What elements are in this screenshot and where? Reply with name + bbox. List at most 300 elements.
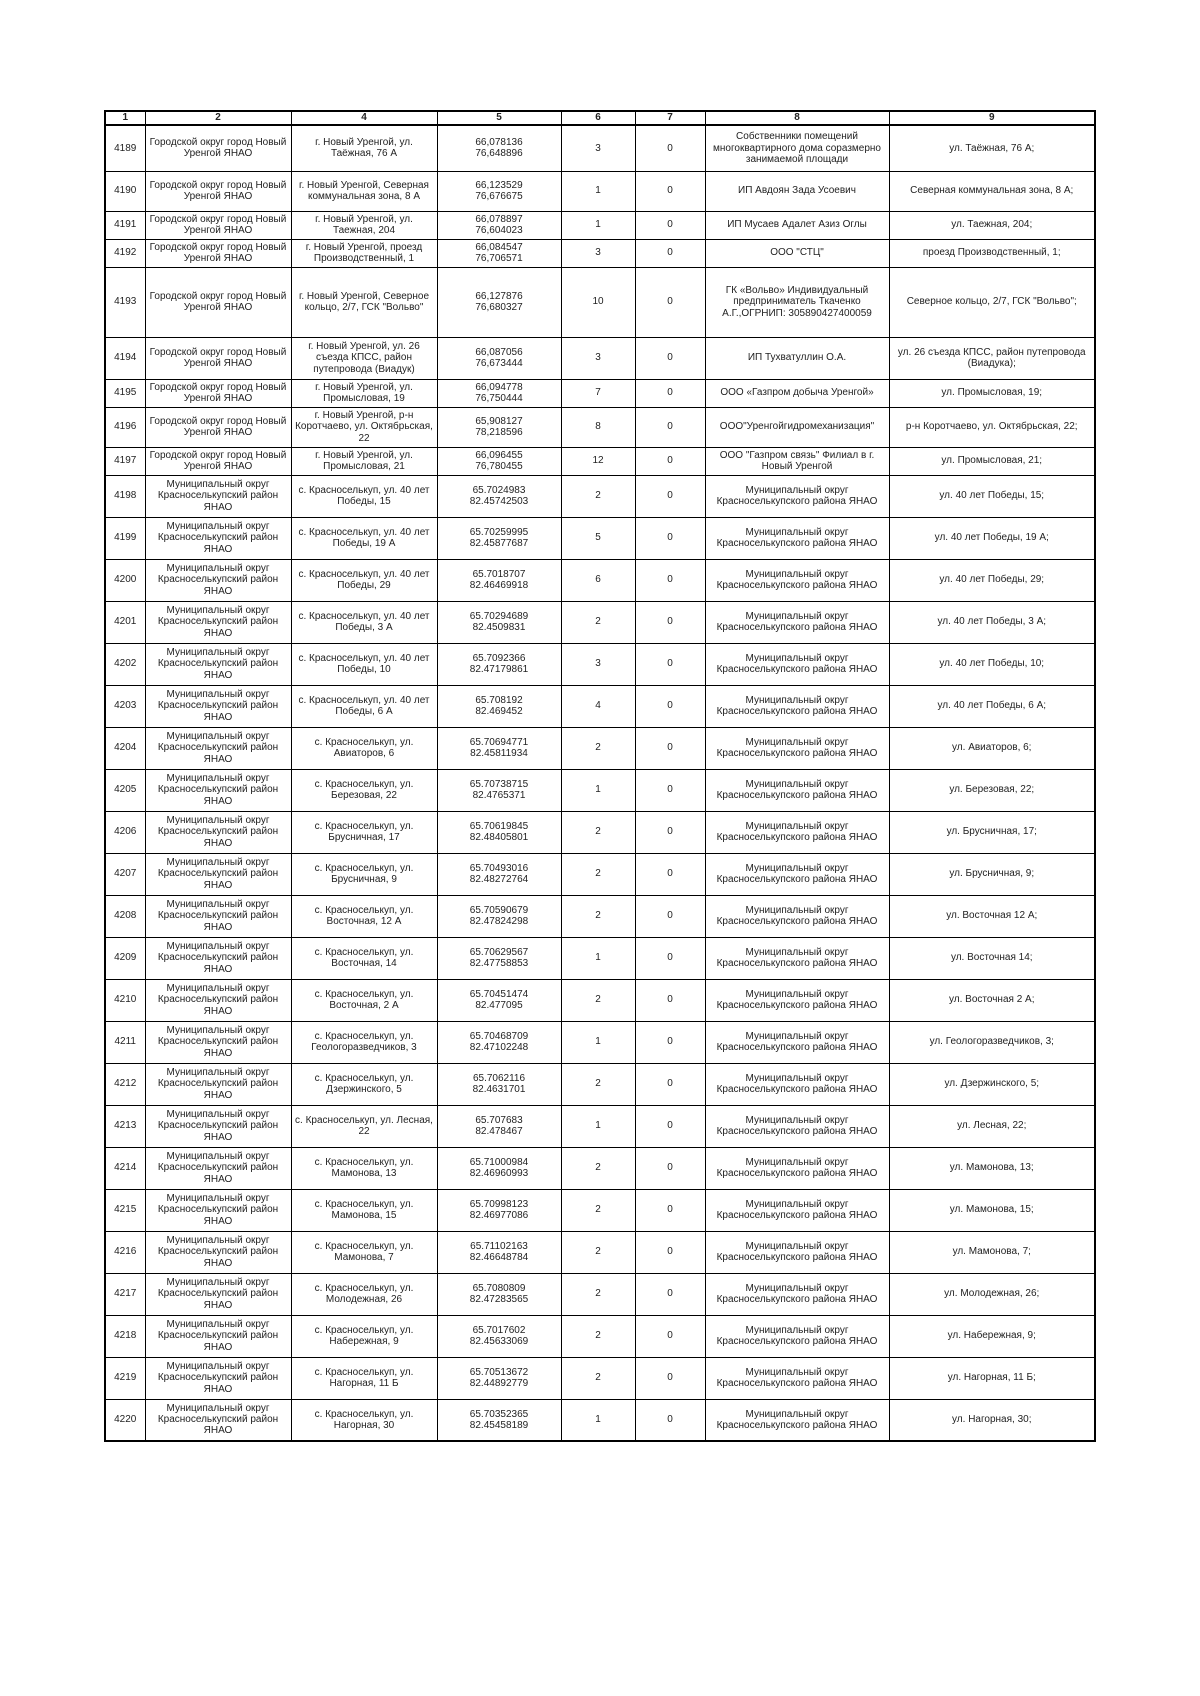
municipality-cell: Муниципальный округ Красноселькупский район ЯНАО — [145, 1105, 291, 1147]
coordinates-cell: 65.7080809 82.47283565 — [437, 1273, 561, 1315]
coordinates-cell: 66,078136 76,648896 — [437, 125, 561, 171]
address-cell: г. Новый Уренгой, Северное кольцо, 2/7, ГСК "Вольво" — [291, 267, 437, 337]
column-7-cell: 0 — [635, 1399, 705, 1441]
location-cell: ул. Мамонова, 7; — [889, 1231, 1095, 1273]
municipality-cell: Муниципальный округ Красноселькупский район ЯНАО — [145, 769, 291, 811]
column-6-cell: 2 — [561, 811, 635, 853]
table-row — [105, 1273, 1095, 1315]
municipality-cell: Городской округ город Новый Уренгой ЯНАО — [145, 171, 291, 211]
owner-cell: Муниципальный округ Красноселькупского района ЯНАО — [705, 727, 889, 769]
municipality-cell: Городской округ город Новый Уренгой ЯНАО — [145, 379, 291, 407]
municipality-cell: Муниципальный округ Красноселькупский район ЯНАО — [145, 1399, 291, 1441]
row-number-cell: 4194 — [105, 337, 145, 379]
column-header: 7 — [635, 111, 705, 125]
column-6-cell: 8 — [561, 407, 635, 447]
coordinates-cell: 65.71102163 82.46648784 — [437, 1231, 561, 1273]
owner-cell: Муниципальный округ Красноселькупского района ЯНАО — [705, 1273, 889, 1315]
coordinates-cell: 65.7024983 82.45742503 — [437, 475, 561, 517]
row-number-cell: 4193 — [105, 267, 145, 337]
municipality-cell: Муниципальный округ Красноселькупский район ЯНАО — [145, 727, 291, 769]
coordinates-cell: 65.70590679 82.47824298 — [437, 895, 561, 937]
location-cell: ул. Мамонова, 13; — [889, 1147, 1095, 1189]
row-number-cell: 4190 — [105, 171, 145, 211]
owner-cell: Муниципальный округ Красноселькупского района ЯНАО — [705, 559, 889, 601]
column-6-cell: 10 — [561, 267, 635, 337]
location-cell: ул. Березовая, 22; — [889, 769, 1095, 811]
column-6-cell: 3 — [561, 125, 635, 171]
column-7-cell: 0 — [635, 337, 705, 379]
address-cell: с. Красноселькуп, ул. Молодежная, 26 — [291, 1273, 437, 1315]
location-cell: ул. Нагорная, 11 Б; — [889, 1357, 1095, 1399]
column-7-cell: 0 — [635, 601, 705, 643]
column-6-cell: 2 — [561, 475, 635, 517]
address-cell: с. Красноселькуп, ул. 40 лет Победы, 19 А — [291, 517, 437, 559]
owner-cell: ООО "СТЦ" — [705, 239, 889, 267]
owner-cell: Муниципальный округ Красноселькупского района ЯНАО — [705, 1147, 889, 1189]
owner-cell: Муниципальный округ Красноселькупского района ЯНАО — [705, 979, 889, 1021]
owner-cell: Муниципальный округ Красноселькупского района ЯНАО — [705, 1357, 889, 1399]
column-6-cell: 2 — [561, 601, 635, 643]
table-row — [105, 1147, 1095, 1189]
address-cell: с. Красноселькуп, ул. 40 лет Победы, 3 А — [291, 601, 437, 643]
column-header: 8 — [705, 111, 889, 125]
municipality-cell: Муниципальный округ Красноселькупский район ЯНАО — [145, 1189, 291, 1231]
municipality-cell: Муниципальный округ Красноселькупский район ЯНАО — [145, 1231, 291, 1273]
row-number-cell: 4216 — [105, 1231, 145, 1273]
coordinates-cell: 65.70694771 82.45811934 — [437, 727, 561, 769]
column-7-cell: 0 — [635, 559, 705, 601]
municipality-cell: Муниципальный округ Красноселькупский район ЯНАО — [145, 811, 291, 853]
coordinates-cell: 65.70998123 82.46977086 — [437, 1189, 561, 1231]
coordinates-cell: 66,084547 76,706571 — [437, 239, 561, 267]
location-cell: ул. Набережная, 9; — [889, 1315, 1095, 1357]
column-header: 6 — [561, 111, 635, 125]
table-row — [105, 1231, 1095, 1273]
coordinates-cell: 65.70294689 82.4509831 — [437, 601, 561, 643]
column-6-cell: 3 — [561, 337, 635, 379]
municipality-cell: Муниципальный округ Красноселькупский район ЯНАО — [145, 643, 291, 685]
row-number-cell: 4196 — [105, 407, 145, 447]
owner-cell: Муниципальный округ Красноселькупского района ЯНАО — [705, 1399, 889, 1441]
row-number-cell: 4219 — [105, 1357, 145, 1399]
column-6-cell: 1 — [561, 171, 635, 211]
address-cell: с. Красноселькуп, ул. 40 лет Победы, 10 — [291, 643, 437, 685]
municipality-cell: Муниципальный округ Красноселькупский район ЯНАО — [145, 895, 291, 937]
coordinates-cell: 65.708192 82.469452 — [437, 685, 561, 727]
owner-cell: ООО «Газпром добыча Уренгой» — [705, 379, 889, 407]
row-number-cell: 4208 — [105, 895, 145, 937]
coordinates-cell: 65.70738715 82.4765371 — [437, 769, 561, 811]
column-7-cell: 0 — [635, 475, 705, 517]
municipality-cell: Муниципальный округ Красноселькупский район ЯНАО — [145, 517, 291, 559]
table-row — [105, 937, 1095, 979]
address-cell: г. Новый Уренгой, проезд Производственный, 1 — [291, 239, 437, 267]
location-cell: ул. Мамонова, 15; — [889, 1189, 1095, 1231]
location-cell: ул. Восточная 14; — [889, 937, 1095, 979]
coordinates-cell: 66,087056 76,673444 — [437, 337, 561, 379]
address-cell: с. Красноселькуп, ул. Нагорная, 11 Б — [291, 1357, 437, 1399]
municipality-cell: Городской округ город Новый Уренгой ЯНАО — [145, 267, 291, 337]
column-7-cell: 0 — [635, 239, 705, 267]
location-cell: ул. Нагорная, 30; — [889, 1399, 1095, 1441]
municipality-cell: Муниципальный округ Красноселькупский район ЯНАО — [145, 1357, 291, 1399]
row-number-cell: 4213 — [105, 1105, 145, 1147]
table-row — [105, 1189, 1095, 1231]
address-cell: с. Красноселькуп, ул. Брусничная, 17 — [291, 811, 437, 853]
coordinates-cell: 66,127876 76,680327 — [437, 267, 561, 337]
column-7-cell: 0 — [635, 979, 705, 1021]
row-number-cell: 4212 — [105, 1063, 145, 1105]
column-6-cell: 2 — [561, 1147, 635, 1189]
coordinates-cell: 65.70629567 82.47758853 — [437, 937, 561, 979]
row-number-cell: 4189 — [105, 125, 145, 171]
address-cell: с. Красноселькуп, ул. Мамонова, 15 — [291, 1189, 437, 1231]
row-number-cell: 4203 — [105, 685, 145, 727]
row-number-cell: 4209 — [105, 937, 145, 979]
coordinates-cell: 65.70619845 82.48405801 — [437, 811, 561, 853]
address-cell: с. Красноселькуп, ул. Восточная, 12 А — [291, 895, 437, 937]
table-row — [105, 1105, 1095, 1147]
coordinates-cell: 65.71000984 82.46960993 — [437, 1147, 561, 1189]
column-6-cell: 1 — [561, 1021, 635, 1063]
address-cell: с. Красноселькуп, ул. Восточная, 2 А — [291, 979, 437, 1021]
table-body — [105, 125, 1095, 1441]
column-7-cell: 0 — [635, 171, 705, 211]
row-number-cell: 4211 — [105, 1021, 145, 1063]
column-7-cell: 0 — [635, 1147, 705, 1189]
location-cell: ул. 40 лет Победы, 29; — [889, 559, 1095, 601]
row-number-cell: 4207 — [105, 853, 145, 895]
column-7-cell: 0 — [635, 211, 705, 239]
address-cell: с. Красноселькуп, ул. Лесная, 22 — [291, 1105, 437, 1147]
owner-cell: Муниципальный округ Красноселькупского района ЯНАО — [705, 895, 889, 937]
row-number-cell: 4204 — [105, 727, 145, 769]
column-6-cell: 7 — [561, 379, 635, 407]
location-cell: ул. 40 лет Победы, 19 А; — [889, 517, 1095, 559]
table-row — [105, 337, 1095, 379]
address-cell: с. Красноселькуп, ул. Восточная, 14 — [291, 937, 437, 979]
owner-cell: Муниципальный округ Красноселькупского района ЯНАО — [705, 601, 889, 643]
table-row — [105, 517, 1095, 559]
row-number-cell: 4202 — [105, 643, 145, 685]
municipality-cell: Муниципальный округ Красноселькупский район ЯНАО — [145, 1147, 291, 1189]
column-7-cell: 0 — [635, 811, 705, 853]
column-header: 9 — [889, 111, 1095, 125]
location-cell: Северное кольцо, 2/7, ГСК "Вольво"; — [889, 267, 1095, 337]
column-7-cell: 0 — [635, 379, 705, 407]
column-7-cell: 0 — [635, 1105, 705, 1147]
address-cell: с. Красноселькуп, ул. 40 лет Победы, 29 — [291, 559, 437, 601]
location-cell: Северная коммунальная зона, 8 А; — [889, 171, 1095, 211]
owner-cell: Муниципальный округ Красноселькупского района ЯНАО — [705, 1105, 889, 1147]
table-row — [105, 979, 1095, 1021]
column-7-cell: 0 — [635, 1315, 705, 1357]
address-cell: г. Новый Уренгой, Северная коммунальная зона, 8 А — [291, 171, 437, 211]
column-6-cell: 2 — [561, 1357, 635, 1399]
owner-cell: Муниципальный округ Красноселькупского района ЯНАО — [705, 937, 889, 979]
column-6-cell: 2 — [561, 895, 635, 937]
municipality-cell: Муниципальный округ Красноселькупский район ЯНАО — [145, 853, 291, 895]
table-row — [105, 171, 1095, 211]
address-cell: г. Новый Уренгой, ул. 26 съезда КПСС, район путепровода (Виадук) — [291, 337, 437, 379]
coordinates-cell: 65.7062116 82.4631701 — [437, 1063, 561, 1105]
column-6-cell: 1 — [561, 211, 635, 239]
owner-cell: ИП Авдоян Зада Усоевич — [705, 171, 889, 211]
table-row — [105, 769, 1095, 811]
row-number-cell: 4199 — [105, 517, 145, 559]
municipality-cell: Муниципальный округ Красноселькупский район ЯНАО — [145, 685, 291, 727]
row-number-cell: 4220 — [105, 1399, 145, 1441]
address-cell: с. Красноселькуп, ул. Нагорная, 30 — [291, 1399, 437, 1441]
location-cell: ул. 40 лет Победы, 10; — [889, 643, 1095, 685]
row-number-cell: 4191 — [105, 211, 145, 239]
row-number-cell: 4210 — [105, 979, 145, 1021]
address-cell: с. Красноселькуп, ул. 40 лет Победы, 15 — [291, 475, 437, 517]
address-cell: г. Новый Уренгой, ул. Промысловая, 21 — [291, 447, 437, 475]
location-cell: ул. Таежная, 204; — [889, 211, 1095, 239]
row-number-cell: 4217 — [105, 1273, 145, 1315]
table-row — [105, 853, 1095, 895]
municipality-cell: Городской округ город Новый Уренгой ЯНАО — [145, 447, 291, 475]
municipality-cell: Городской округ город Новый Уренгой ЯНАО — [145, 407, 291, 447]
coordinates-cell: 66,094778 76,750444 — [437, 379, 561, 407]
table-row — [105, 379, 1095, 407]
table-row — [105, 559, 1095, 601]
registry-table — [104, 110, 1096, 1442]
column-7-cell: 0 — [635, 447, 705, 475]
column-7-cell: 0 — [635, 1273, 705, 1315]
address-cell: г. Новый Уренгой, ул. Промысловая, 19 — [291, 379, 437, 407]
coordinates-cell: 65,908127 78,218596 — [437, 407, 561, 447]
owner-cell: ООО "Газпром связь" Филиал в г. Новый Уренгой — [705, 447, 889, 475]
address-cell: с. Красноселькуп, ул. Мамонова, 13 — [291, 1147, 437, 1189]
location-cell: ул. Восточная 12 А; — [889, 895, 1095, 937]
location-cell: р-н Коротчаево, ул. Октябрьская, 22; — [889, 407, 1095, 447]
location-cell: ул. Лесная, 22; — [889, 1105, 1095, 1147]
owner-cell: Муниципальный округ Красноселькупского района ЯНАО — [705, 475, 889, 517]
column-6-cell: 2 — [561, 1063, 635, 1105]
municipality-cell: Муниципальный округ Красноселькупский район ЯНАО — [145, 475, 291, 517]
address-cell: с. Красноселькуп, ул. Дзержинского, 5 — [291, 1063, 437, 1105]
location-cell: ул. Промысловая, 19; — [889, 379, 1095, 407]
coordinates-cell: 66,123529 76,676675 — [437, 171, 561, 211]
coordinates-cell: 65.70468709 82.47102248 — [437, 1021, 561, 1063]
address-cell: с. Красноселькуп, ул. Набережная, 9 — [291, 1315, 437, 1357]
column-6-cell: 2 — [561, 1273, 635, 1315]
municipality-cell: Муниципальный округ Красноселькупский район ЯНАО — [145, 1315, 291, 1357]
column-6-cell: 2 — [561, 979, 635, 1021]
address-cell: с. Красноселькуп, ул. Мамонова, 7 — [291, 1231, 437, 1273]
coordinates-cell: 65.70259995 82.45877687 — [437, 517, 561, 559]
owner-cell: Муниципальный округ Красноселькупского района ЯНАО — [705, 1231, 889, 1273]
coordinates-cell: 65.707683 82.478467 — [437, 1105, 561, 1147]
coordinates-cell: 65.70352365 82.45458189 — [437, 1399, 561, 1441]
location-cell: ул. 40 лет Победы, 6 А; — [889, 685, 1095, 727]
column-7-cell: 0 — [635, 1063, 705, 1105]
column-7-cell: 0 — [635, 517, 705, 559]
column-7-cell: 0 — [635, 125, 705, 171]
column-6-cell: 2 — [561, 853, 635, 895]
location-cell: ул. Молодежная, 26; — [889, 1273, 1095, 1315]
column-7-cell: 0 — [635, 685, 705, 727]
owner-cell: Муниципальный округ Красноселькупского района ЯНАО — [705, 1315, 889, 1357]
coordinates-cell: 65.70451474 82.477095 — [437, 979, 561, 1021]
municipality-cell: Муниципальный округ Красноселькупский район ЯНАО — [145, 601, 291, 643]
table-row — [105, 1315, 1095, 1357]
column-6-cell: 12 — [561, 447, 635, 475]
row-number-cell: 4206 — [105, 811, 145, 853]
address-cell: с. Красноселькуп, ул. Авиаторов, 6 — [291, 727, 437, 769]
table-row — [105, 601, 1095, 643]
municipality-cell: Муниципальный округ Красноселькупский район ЯНАО — [145, 559, 291, 601]
table-row — [105, 643, 1095, 685]
column-7-cell: 0 — [635, 853, 705, 895]
table-row — [105, 1063, 1095, 1105]
coordinates-cell: 65.7018707 82.46469918 — [437, 559, 561, 601]
municipality-cell: Муниципальный округ Красноселькупский район ЯНАО — [145, 979, 291, 1021]
table-row — [105, 447, 1095, 475]
column-7-cell: 0 — [635, 1231, 705, 1273]
column-6-cell: 1 — [561, 937, 635, 979]
coordinates-cell: 66,078897 76,604023 — [437, 211, 561, 239]
table-row — [105, 239, 1095, 267]
owner-cell: Муниципальный округ Красноселькупского района ЯНАО — [705, 1021, 889, 1063]
location-cell: ул. Дзержинского, 5; — [889, 1063, 1095, 1105]
municipality-cell: Городской округ город Новый Уренгой ЯНАО — [145, 239, 291, 267]
owner-cell: ГК «Вольво» Индивидуальный предприниматель Ткаченко А.Г.,ОГРНИП: 305890427400059 — [705, 267, 889, 337]
municipality-cell: Муниципальный округ Красноселькупский район ЯНАО — [145, 1273, 291, 1315]
owner-cell: Муниципальный округ Красноселькупского района ЯНАО — [705, 1189, 889, 1231]
column-6-cell: 2 — [561, 1231, 635, 1273]
location-cell: ул. Геологоразведчиков, 3; — [889, 1021, 1095, 1063]
table-row — [105, 685, 1095, 727]
address-cell: г. Новый Уренгой, ул. Таёжная, 76 А — [291, 125, 437, 171]
table-row — [105, 267, 1095, 337]
row-number-cell: 4192 — [105, 239, 145, 267]
column-6-cell: 3 — [561, 643, 635, 685]
column-7-cell: 0 — [635, 937, 705, 979]
column-6-cell: 1 — [561, 1399, 635, 1441]
owner-cell: ООО"Уренгойгидромеханизация" — [705, 407, 889, 447]
address-cell: с. Красноселькуп, ул. Березовая, 22 — [291, 769, 437, 811]
owner-cell: Муниципальный округ Красноселькупского района ЯНАО — [705, 769, 889, 811]
location-cell: ул. 26 съезда КПСС, район путепровода (Виадука); — [889, 337, 1095, 379]
column-6-cell: 6 — [561, 559, 635, 601]
coordinates-cell: 65.70493016 82.48272764 — [437, 853, 561, 895]
table-row — [105, 125, 1095, 171]
municipality-cell: Городской округ город Новый Уренгой ЯНАО — [145, 125, 291, 171]
column-header: 5 — [437, 111, 561, 125]
address-cell: г. Новый Уренгой, ул. Таежная, 204 — [291, 211, 437, 239]
row-number-cell: 4197 — [105, 447, 145, 475]
column-header: 2 — [145, 111, 291, 125]
table-row — [105, 895, 1095, 937]
table-row — [105, 811, 1095, 853]
column-6-cell: 2 — [561, 1315, 635, 1357]
column-6-cell: 1 — [561, 1105, 635, 1147]
table-row — [105, 1357, 1095, 1399]
column-6-cell: 5 — [561, 517, 635, 559]
table-row — [105, 727, 1095, 769]
column-6-cell: 2 — [561, 727, 635, 769]
coordinates-cell: 66,096455 76,780455 — [437, 447, 561, 475]
column-7-cell: 0 — [635, 1189, 705, 1231]
location-cell: ул. Промысловая, 21; — [889, 447, 1095, 475]
coordinates-cell: 65.7017602 82.45633069 — [437, 1315, 561, 1357]
owner-cell: ИП Мусаев Адалет Азиз Оглы — [705, 211, 889, 239]
column-7-cell: 0 — [635, 727, 705, 769]
address-cell: с. Красноселькуп, ул. Брусничная, 9 — [291, 853, 437, 895]
row-number-cell: 4201 — [105, 601, 145, 643]
location-cell: ул. 40 лет Победы, 15; — [889, 475, 1095, 517]
address-cell: с. Красноселькуп, ул. Геологоразведчиков, 3 — [291, 1021, 437, 1063]
row-number-cell: 4198 — [105, 475, 145, 517]
column-6-cell: 4 — [561, 685, 635, 727]
location-cell: ул. Брусничная, 9; — [889, 853, 1095, 895]
column-header: 4 — [291, 111, 437, 125]
location-cell: ул. Брусничная, 17; — [889, 811, 1095, 853]
table-row — [105, 1399, 1095, 1441]
owner-cell: Муниципальный округ Красноселькупского района ЯНАО — [705, 643, 889, 685]
owner-cell: Муниципальный округ Красноселькупского района ЯНАО — [705, 811, 889, 853]
table-row — [105, 407, 1095, 447]
row-number-cell: 4215 — [105, 1189, 145, 1231]
owner-cell: ИП Тухватуллин О.А. — [705, 337, 889, 379]
column-6-cell: 1 — [561, 769, 635, 811]
location-cell: ул. Восточная 2 А; — [889, 979, 1095, 1021]
column-header: 1 — [105, 111, 145, 125]
registry-sheet — [104, 110, 1094, 1442]
coordinates-cell: 65.70513672 82.44892779 — [437, 1357, 561, 1399]
column-6-cell: 3 — [561, 239, 635, 267]
municipality-cell: Муниципальный округ Красноселькупский район ЯНАО — [145, 1063, 291, 1105]
column-7-cell: 0 — [635, 769, 705, 811]
row-number-cell: 4200 — [105, 559, 145, 601]
address-cell: г. Новый Уренгой, р-н Коротчаево, ул. Октябрьская, 22 — [291, 407, 437, 447]
owner-cell: Муниципальный округ Красноселькупского района ЯНАО — [705, 1063, 889, 1105]
table-row — [105, 1021, 1095, 1063]
coordinates-cell: 65.7092366 82.47179861 — [437, 643, 561, 685]
row-number-cell: 4205 — [105, 769, 145, 811]
municipality-cell: Городской округ город Новый Уренгой ЯНАО — [145, 211, 291, 239]
location-cell: ул. 40 лет Победы, 3 А; — [889, 601, 1095, 643]
column-7-cell: 0 — [635, 1357, 705, 1399]
column-7-cell: 0 — [635, 643, 705, 685]
table-header — [105, 111, 1095, 125]
table-row — [105, 475, 1095, 517]
column-7-cell: 0 — [635, 1021, 705, 1063]
owner-cell: Муниципальный округ Красноселькупского района ЯНАО — [705, 853, 889, 895]
owner-cell: Муниципальный округ Красноселькупского района ЯНАО — [705, 685, 889, 727]
column-6-cell: 2 — [561, 1189, 635, 1231]
location-cell: ул. Авиаторов, 6; — [889, 727, 1095, 769]
table-row — [105, 211, 1095, 239]
owner-cell: Собственники помещений многоквартирного дома соразмерно занимаемой площади — [705, 125, 889, 171]
address-cell: с. Красноселькуп, ул. 40 лет Победы, 6 А — [291, 685, 437, 727]
location-cell: проезд Производственный, 1; — [889, 239, 1095, 267]
row-number-cell: 4214 — [105, 1147, 145, 1189]
municipality-cell: Муниципальный округ Красноселькупский район ЯНАО — [145, 1021, 291, 1063]
location-cell: ул. Таёжная, 76 А; — [889, 125, 1095, 171]
row-number-cell: 4195 — [105, 379, 145, 407]
municipality-cell: Городской округ город Новый Уренгой ЯНАО — [145, 337, 291, 379]
owner-cell: Муниципальный округ Красноселькупского района ЯНАО — [705, 517, 889, 559]
column-7-cell: 0 — [635, 895, 705, 937]
column-7-cell: 0 — [635, 407, 705, 447]
column-7-cell: 0 — [635, 267, 705, 337]
municipality-cell: Муниципальный округ Красноселькупский район ЯНАО — [145, 937, 291, 979]
row-number-cell: 4218 — [105, 1315, 145, 1357]
